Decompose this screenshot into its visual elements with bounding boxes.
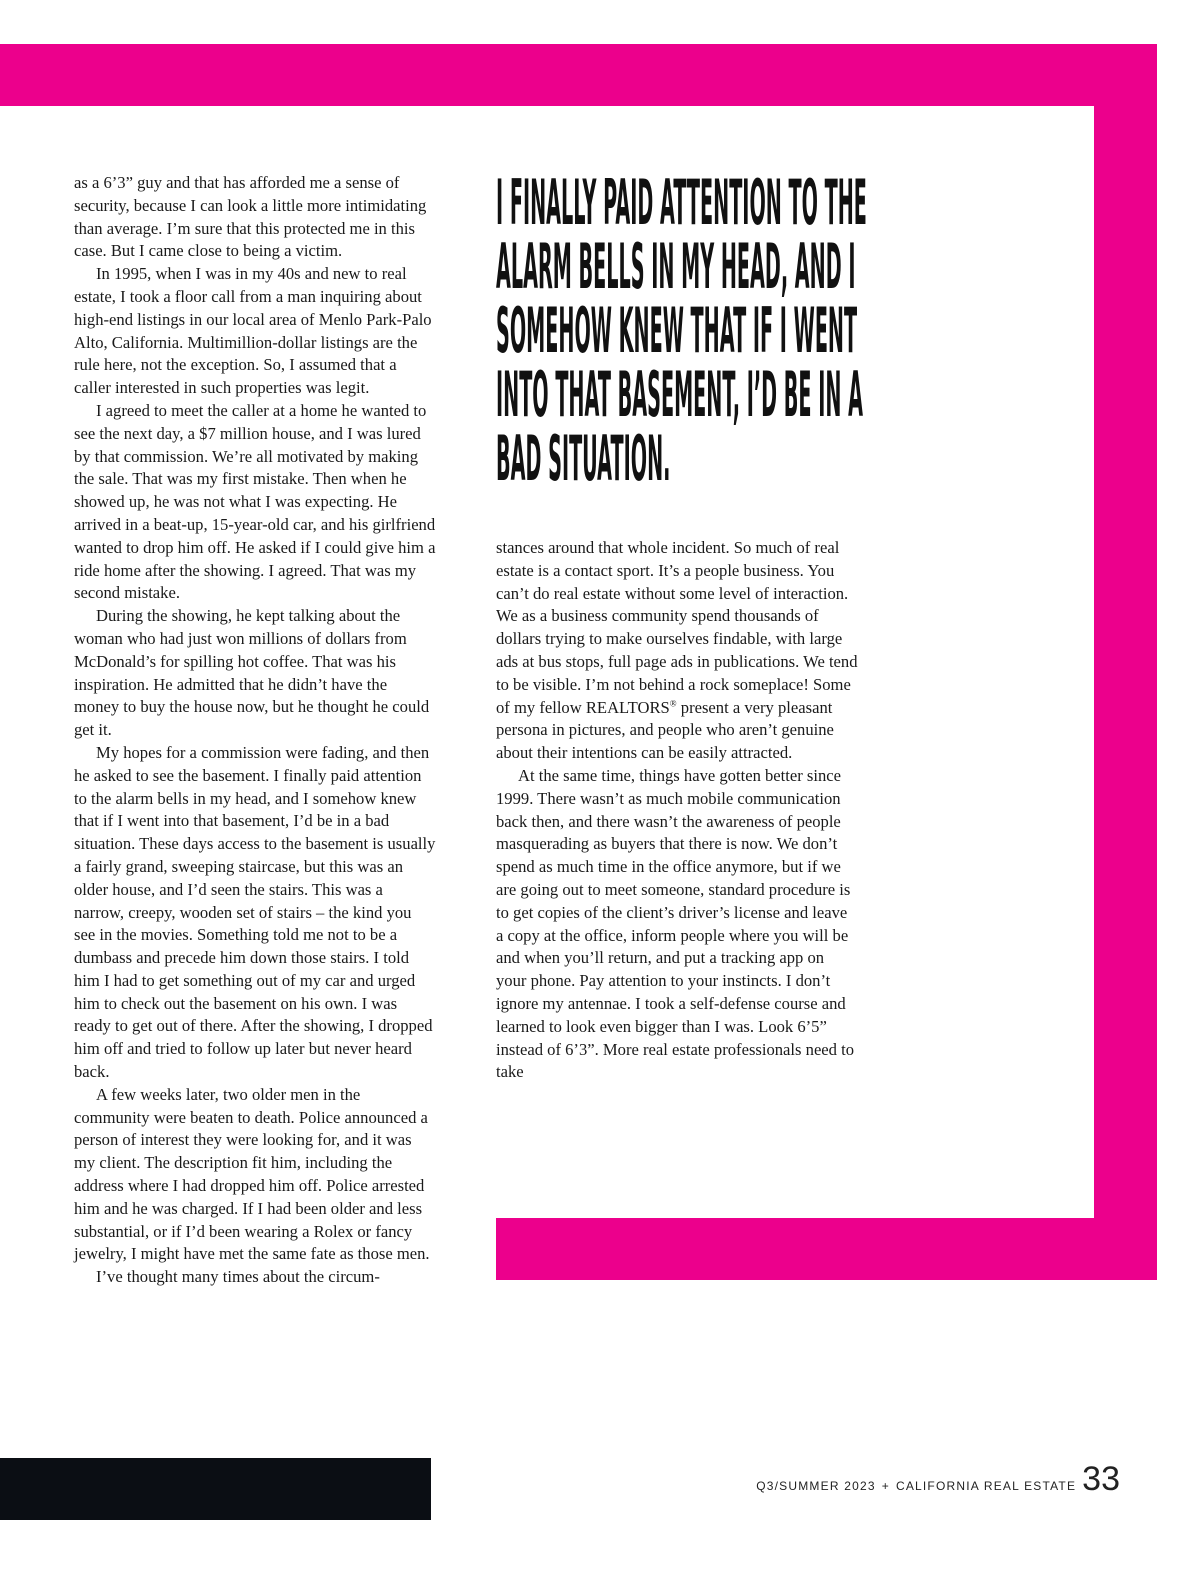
paragraph: I agreed to meet the caller at a home he wanted to see the next day, a $7 million house, and I was lured by that commission. We’re all motivated by making the sale. That was my first mistake. Then when he showed up, he was not what I was expecting. He arrived in a beat-up, 15-year-old car, and his girlfriend wanted to drop him off. He asked if I could give him a ride home after the showing. I agreed. That was my second mistake. — [74, 400, 436, 603]
pull-quote-line: SOMEHOW KNEW THAT IF I WENT — [496, 296, 858, 368]
pull-quote-line: ALARM BELLS IN MY HEAD, AND I — [496, 232, 856, 304]
pull-quote-line: BAD SITUATION. — [496, 424, 671, 496]
accent-frame-top — [0, 44, 1157, 106]
paragraph: A few weeks later, two older men in the community were beaten to death. Police announced a person of interest they were looking for, and it was my client. The description fit him, including the address where I had dropped him off. Police arrested him and he was charged. If I had been older and less substantial, or if I’d been wearing a Rolex or fancy jewelry, I might have met the same fate as those men. — [74, 1084, 430, 1264]
paragraph: as a 6’3” guy and that has afforded me a sense of security, because I can look a little more intimidating than average. I’m sure that this protected me in this case. But I came close to being a victim. — [74, 173, 427, 261]
paragraph: My hopes for a commission were fading, and then he asked to see the basement. I finally paid attention to the alarm bells in my head, and I somehow knew that if I went into that basement, I’d be in a bad situation. These days access to the basement is usually a fairly grand, sweeping staircase, but this was an older house, and I’d seen the stairs. This was a narrow, creepy, wooden set of stairs – the kind you see in the movies. Something told me not to be a dumbass and precede him down those stairs. I told him I had to get something out of my car and urged him to check out the basement on his own. I was ready to get out of there. After the showing, I dropped him off and tried to follow up later but never heard back. — [74, 742, 436, 1082]
pull-quote-line: I FINALLY PAID ATTENTION TO THE — [496, 168, 867, 240]
accent-frame-right — [1094, 44, 1157, 1280]
footer-separator: + — [881, 1479, 890, 1493]
paragraph: I’ve thought many times about the circum- — [96, 1267, 380, 1287]
left-text-column — [74, 172, 436, 1289]
right-text-column — [496, 537, 858, 1084]
paragraph: During the showing, he kept talking about the woman who had just won millions of dollars from McDonald’s for spilling hot coffee. That was his inspiration. He admitted that he didn’t have the money to buy the house now, but he thought he could get it. — [74, 606, 430, 740]
accent-frame-bottom — [496, 1218, 1157, 1280]
footer-publication: CALIFORNIA REAL ESTATE — [895, 1479, 1077, 1493]
paragraph: At the same time, things have gotten better since 1999. There wasn’t as much mobile communication back then, and there wasn’t the awareness of people masquerading as buyers that there is now. We don’t spend as much time in the office anymore, but if we are going out to meet someone, standard procedure is to get copies of the client’s driver’s license and leave a copy at the office, inform people where you will be and when you’ll return, and put a tracking app on your phone. Pay attention to your instincts. I don’t ignore my antennae. I took a self-defense course and learned to look even bigger than I was. Look 6’5” instead of 6’3”. More real estate professionals need to take — [496, 765, 855, 1082]
paragraph-text: present a very pleasant persona in pictures, and people who aren’t genuine about their intentions can be easily attracted. — [496, 697, 834, 763]
page-footer — [756, 1462, 1120, 1496]
page-number: 33 — [1082, 1460, 1120, 1498]
paragraph — [496, 537, 858, 765]
paragraph: In 1995, when I was in my 40s and new to real estate, I took a floor call from a man inquiring about high-end listings in our local area of Menlo Park-Palo Alto, California. Multimillion-dollar listings are the rule here, not the exception. So, I assumed that a caller interested in such properties was legit. — [74, 264, 432, 398]
footer-black-bar — [0, 1458, 431, 1520]
footer-issue: Q3/SUMMER 2023 — [756, 1479, 876, 1493]
pull-quote — [496, 168, 966, 496]
paragraph-text: stances around that whole incident. So much of real estate is a contact sport. It’s a people business. You can’t do real estate without some level of interaction. We as a business community spend thousands of dollars trying to make ourselves findable, with large ads at bus stops, full page ads in publications. We tend to be visible. I’m not behind a rock someplace! Some of my fellow REALTORS — [496, 538, 858, 717]
pull-quote-line: INTO THAT BASEMENT, I’D BE IN A — [496, 360, 863, 432]
registered-mark: ® — [669, 698, 677, 709]
